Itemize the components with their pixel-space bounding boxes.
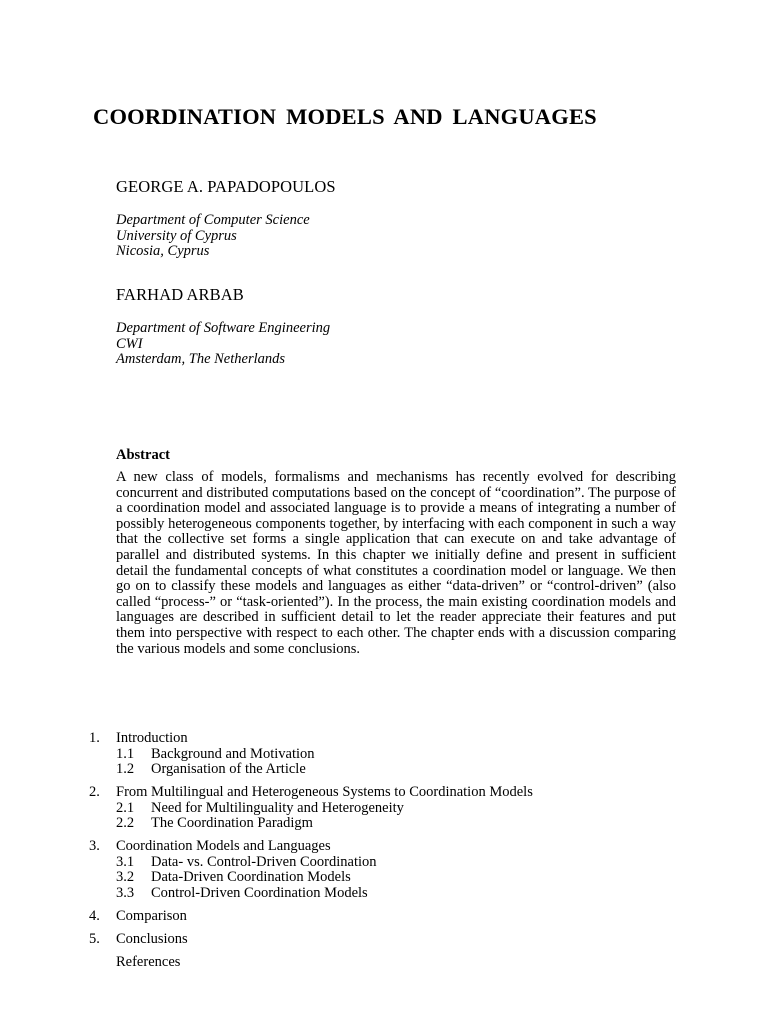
toc-subsection-title: Data- vs. Control-Driven Coordination	[151, 853, 377, 870]
toc-subsection-title: Organisation of the Article	[151, 761, 306, 777]
affiliation-line: Amsterdam, The Netherlands	[116, 351, 286, 367]
toc-section-entry	[89, 839, 533, 855]
affiliation-line: CWI	[116, 335, 143, 352]
toc-section-title: Coordination Models and Languages	[116, 838, 331, 854]
toc-section-entry	[89, 909, 533, 925]
toc-section-number: 1.	[89, 730, 100, 746]
toc-section-title: Conclusions	[116, 930, 188, 947]
toc-subsection-title: Data-Driven Coordination Models	[151, 869, 351, 885]
toc-subsection-number: 1.1	[116, 745, 135, 762]
toc-subsection-title: Background and Motivation	[151, 745, 315, 762]
toc-subsection-entry	[89, 855, 533, 871]
toc-section-title: Comparison	[116, 907, 187, 924]
toc-section-entry	[89, 785, 533, 801]
toc-subsection-entry	[89, 816, 533, 832]
toc-sections	[89, 731, 533, 947]
toc-subsection-title: The Coordination Paradigm	[151, 815, 313, 831]
abstract-section	[116, 446, 676, 657]
toc-section-number: 2.	[89, 784, 100, 800]
toc-section-number: 3.	[89, 838, 100, 854]
affiliation-line: University of Cyprus	[116, 227, 237, 244]
paper-title: COORDINATION MODELS AND LANGUAGES	[93, 104, 597, 129]
toc-references: References	[116, 953, 181, 970]
table-of-contents	[89, 731, 533, 970]
author-block	[116, 285, 330, 368]
toc-section	[89, 932, 533, 948]
toc-subsection-entry	[89, 747, 533, 763]
affiliation-line: Department of Software Engineering	[116, 320, 331, 336]
author-name: FARHAD ARBAB	[116, 285, 244, 304]
toc-subsection-number: 2.2	[116, 815, 135, 831]
toc-subsection-entry	[89, 801, 533, 817]
toc-subsection-title: Need for Multilinguality and Heterogeneity	[151, 799, 404, 816]
abstract-body: A new class of models, formalisms and mechanisms has recently evolved for describing concurrent and distributed computations based on the concept of “coordination”. The purpose of a coordination model and associated language is to provide a means of integrating a number of possibly heterogeneous components together, by interfacing with each component in such a way that the collective set forms a single application that can execute on and take advantage of parallel and distributed systems. In this chapter we initially define and present in sufficient detail the fundamental concepts of what constitutes a coordination model or language. We then go on to classify these models and languages as either “data-driven” or “control-driven” (also called “process-” or “task-oriented”). In the process, the main existing coordination models and languages are described in sufficient detail to let the reader appreciate their features and put them into perspective with respect to each other. The chapter ends with a discussion comparing the various models and some conclusions.	[116, 469, 676, 657]
toc-subsection-number: 2.1	[116, 799, 135, 816]
toc-section-title: Introduction	[116, 730, 188, 746]
toc-subsection-entry	[89, 870, 533, 886]
toc-section-number: 5.	[89, 930, 100, 947]
toc-subsection-number: 3.3	[116, 884, 135, 901]
toc-subsection-entry	[89, 762, 533, 778]
toc-subsection-entry	[89, 886, 533, 902]
toc-subsection-number: 3.2	[116, 869, 135, 885]
affiliation-line: Department of Computer Science	[116, 212, 310, 228]
toc-section-title: From Multilingual and Heterogeneous Systems to Coordination Models	[116, 784, 533, 800]
toc-section-number: 4.	[89, 907, 100, 924]
toc-section-entry	[89, 932, 533, 948]
author-affiliation	[116, 321, 330, 368]
toc-section	[89, 731, 533, 778]
author-affiliation	[116, 213, 336, 260]
toc-subsection-number: 3.1	[116, 853, 135, 870]
author-block	[116, 177, 336, 260]
author-name: GEORGE A. PAPADOPOULOS	[116, 177, 336, 196]
toc-subsection-title: Control-Driven Coordination Models	[151, 884, 368, 901]
toc-subsection-number: 1.2	[116, 761, 135, 777]
toc-section-entry	[89, 731, 533, 747]
toc-section	[89, 839, 533, 901]
toc-section	[89, 785, 533, 832]
affiliation-line: Nicosia, Cyprus	[116, 243, 210, 259]
abstract-heading: Abstract	[116, 447, 170, 463]
toc-section	[89, 909, 533, 925]
